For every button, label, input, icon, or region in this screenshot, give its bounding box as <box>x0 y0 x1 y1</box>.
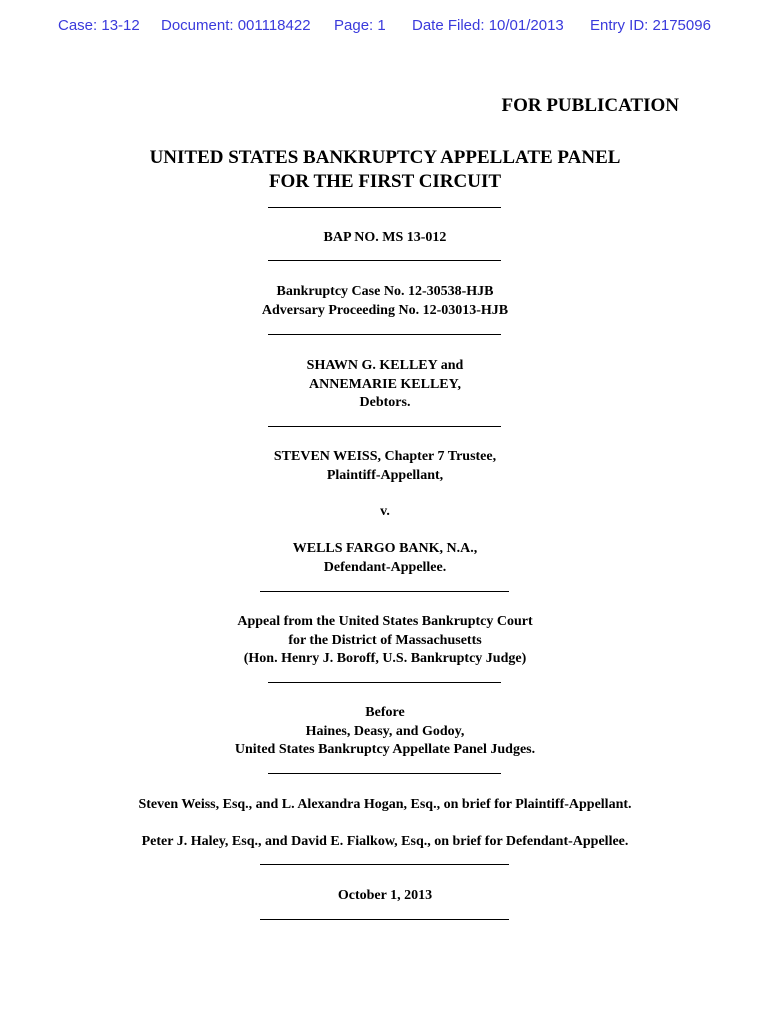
appeal-line: Appeal from the United States Bankruptcy Court <box>237 614 533 629</box>
court-title <box>0 146 770 194</box>
debtor-line: Debtors. <box>359 395 411 410</box>
court-title-line: FOR THE FIRST CIRCUIT <box>268 171 502 192</box>
publication-label: FOR PUBLICATION <box>501 95 679 116</box>
bankruptcy-case-number: Bankruptcy Case No. 12-30538-HJB <box>276 284 494 299</box>
debtors <box>0 357 770 413</box>
counsel-defendant <box>0 833 770 852</box>
panel-line: Before <box>365 705 405 720</box>
decision-date <box>0 887 770 906</box>
appeal-line: for the District of Massachusetts <box>288 632 482 648</box>
date-filed: Date Filed: 10/01/2013 <box>412 17 564 34</box>
adversary-proceeding-number: Adversary Proceeding No. 12-03013-HJB <box>261 302 509 318</box>
defendant <box>0 540 770 577</box>
versus-text: v. <box>380 504 390 519</box>
appeal-line: (Hon. Henry J. Boroff, U.S. Bankruptcy Judge) <box>243 651 527 666</box>
defendant-line: WELLS FARGO BANK, N.A., <box>292 541 478 556</box>
counsel-line: Peter J. Haley, Esq., and David E. Fialkow, Esq., on brief for Defendant-Appellee. <box>141 834 629 849</box>
divider <box>268 207 501 208</box>
divider <box>268 334 501 335</box>
plaintiff <box>0 448 770 485</box>
counsel-line: Steven Weiss, Esq., and L. Alexandra Hogan, Esq., on brief for Plaintiff-Appellant. <box>138 797 632 812</box>
debtor-line: SHAWN G. KELLEY and <box>306 358 464 373</box>
panel-line: United States Bankruptcy Appellate Panel Judges. <box>234 742 536 757</box>
defendant-line: Defendant-Appellee. <box>323 559 447 575</box>
bap-number <box>0 229 770 248</box>
divider <box>268 426 501 427</box>
case-number: Case: 13-12 <box>58 17 140 34</box>
entry-id: Entry ID: 2175096 <box>590 17 711 34</box>
divider <box>260 591 509 592</box>
divider <box>268 260 501 261</box>
plaintiff-line: STEVEN WEISS, Chapter 7 Trustee, <box>273 449 497 464</box>
divider <box>268 682 501 683</box>
appeal-info <box>0 613 770 669</box>
debtor-line: ANNEMARIE KELLEY, <box>309 376 461 392</box>
document-number: Document: 001118422 <box>161 17 311 34</box>
divider <box>260 919 509 920</box>
panel-line: Haines, Deasy, and Godoy, <box>305 723 465 739</box>
bap-number-text: BAP NO. MS 13-012 <box>323 230 447 245</box>
counsel-plaintiff <box>0 796 770 815</box>
panel <box>0 704 770 760</box>
divider <box>268 773 501 774</box>
case-numbers <box>0 283 770 320</box>
document-header <box>0 17 770 37</box>
decision-date-text: October 1, 2013 <box>337 888 433 903</box>
court-title-line: UNITED STATES BANKRUPTCY APPELLATE PANEL <box>149 147 621 168</box>
page-number: Page: 1 <box>334 17 386 34</box>
plaintiff-line: Plaintiff-Appellant, <box>326 467 444 483</box>
versus <box>0 503 770 522</box>
divider <box>260 864 509 865</box>
